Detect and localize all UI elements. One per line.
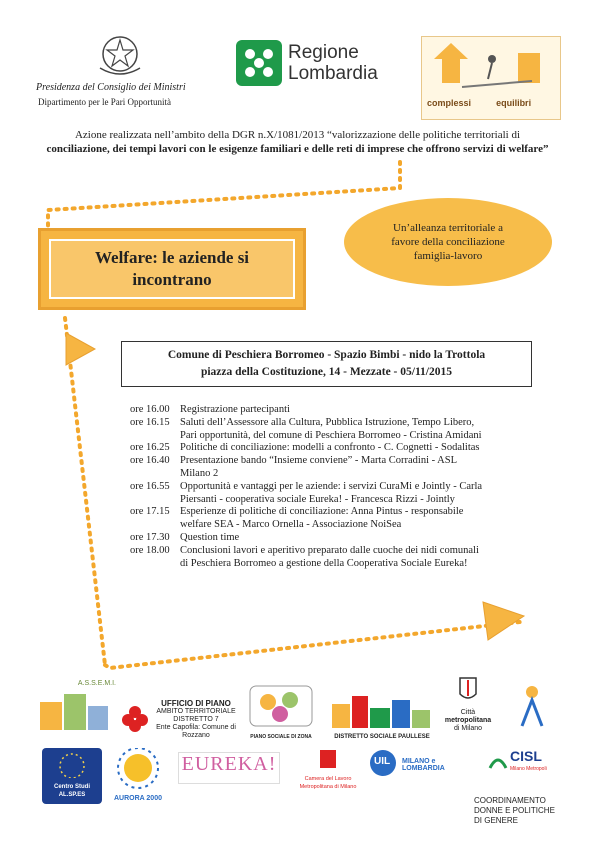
schedule-text: Piersanti - cooperativa sociale Eureka! - Francesca Rizzi - Jointly: [180, 493, 455, 505]
italian-emblem-icon: [92, 28, 148, 78]
schedule-time: ore 16.40: [130, 455, 170, 467]
schedule-row: [130, 404, 550, 417]
schedule-text: Conclusioni lavori e aperitivo preparato dalle cuoche dei nidi comunali: [180, 544, 479, 556]
schedule-time: ore 16.00: [130, 404, 170, 415]
title-line2: incontrano: [132, 270, 212, 289]
uil-logo: [368, 748, 478, 778]
aurora-text: AURORA 2000: [114, 795, 162, 802]
centro-studi-text: Centro Studi AL.SP.ES: [54, 784, 90, 798]
citta-line3: di Milano: [453, 725, 482, 732]
schedule-text: Presentazione bando “Insieme conviene” - Marta Corradini - ASL: [180, 455, 457, 467]
schedule-time: ore 16.25: [130, 442, 170, 454]
schedule-text: Question time: [180, 531, 240, 543]
centro-studi-logo: [42, 748, 102, 804]
sun-icon: [112, 748, 164, 790]
tagline-line2: favore della conciliazione: [391, 236, 505, 248]
logo-text-left: complessi: [427, 98, 472, 108]
ufficio-piano-logo: [120, 700, 240, 740]
schedule-row: [130, 532, 550, 545]
department-title: Dipartimento per le Pari Opportunità: [38, 97, 171, 107]
coordination-credit: [474, 796, 584, 826]
assemi-logo: [36, 680, 116, 736]
balance-figures-icon: [422, 37, 560, 97]
houses-icon: [36, 688, 116, 732]
tagline-ellipse: [344, 198, 552, 286]
intro-line1: Azione realizzata nell’ambito della DGR n.X/1081/2013 “valorizzazione delle politiche territoriali di: [74, 129, 521, 141]
presidency-title: Presidenza del Consiglio dei Ministri: [36, 82, 186, 93]
schedule-text: Registrazione partecipanti: [180, 404, 290, 415]
piano-sociale-logo: [246, 684, 316, 742]
flower-icon: [120, 704, 150, 734]
schedule-time: ore 18.00: [130, 544, 170, 556]
schedule-text: Politiche di conciliazione: modelli a confronto - C. Cognetti - Sodalitas: [180, 442, 480, 454]
piano-sociale-text: PIANO SOCIALE DI ZONA: [250, 734, 312, 740]
camera-lavoro-logo: [298, 748, 358, 804]
location-line1: Comune di Peschiera Borromeo - Spazio Bimbi - nido la Trottola: [167, 349, 486, 361]
title-box: [38, 228, 306, 310]
complessi-equilibri-text: [427, 98, 557, 108]
schedule-row: [130, 545, 550, 571]
cisl-logo: [488, 748, 552, 778]
cisl-sub-text: Milano Metropoli: [510, 766, 547, 772]
intro-line2: conciliazione, dei tempi lavori con le esigenze familiari e delle reti di imprese che offrono servizi di welfare”: [46, 143, 549, 155]
schedule-row: [130, 455, 550, 481]
eureka-logo: EUREKA!: [178, 752, 280, 784]
coordination-line3: DI GENERE: [474, 816, 519, 825]
cisl-text: CISL: [510, 748, 542, 764]
location-line2: piazza della Costituzione, 14 - Mezzate - 05/11/2015: [200, 366, 453, 378]
schedule-text: Esperienze di politiche di conciliazione: Anna Pintus - responsabile: [180, 506, 464, 518]
region-name: [288, 42, 378, 84]
uil-text: UIL: [374, 756, 391, 767]
rose-camuna-icon: [236, 40, 282, 86]
cisl-flag-icon: [488, 750, 508, 770]
citta-line2: metropolitana: [444, 717, 492, 724]
ufficio-line4: Ente Capofila: Comune di Rozzano: [156, 724, 236, 739]
ufficio-line1: UFFICIO DI PIANO: [161, 699, 231, 708]
map-icon: [246, 684, 316, 728]
event-schedule: [130, 404, 550, 570]
stars-icon: [42, 748, 102, 778]
schedule-time: ore 16.55: [130, 480, 170, 492]
figure-icon: [512, 682, 552, 732]
assemi-name: A.S.S.E.M.I.: [77, 680, 116, 687]
region-name-line1: Regione: [288, 42, 359, 63]
citta-line1: Città: [460, 709, 476, 716]
schedule-text: Saluti dell’Assessore alla Cultura, Pubblica Istruzione, Tempo Libero,: [180, 416, 475, 428]
crest-icon: [440, 674, 496, 704]
aurora-logo: [112, 748, 164, 804]
regione-lombardia-logo: [236, 40, 282, 86]
schedule-time: ore 17.30: [130, 531, 170, 543]
coordination-line1: COORDINAMENTO: [474, 796, 546, 805]
distretto-paullese-logo: [326, 690, 438, 742]
schedule-text: di Peschiera Borromeo a gestione della Cooperativa Sociale Eureka!: [180, 557, 468, 569]
intro-text: [20, 128, 575, 156]
schedule-text: Opportunità e vantaggi per le aziende: i servizi CuraMi e Jointly - Carla: [180, 480, 483, 492]
camera-lavoro-text: Camera del Lavoro Metropolitana di Milano: [299, 776, 357, 790]
schedule-row: [130, 481, 550, 507]
agenzia-formazione-logo: [512, 682, 552, 732]
title-text: [49, 239, 295, 299]
title-line1: Welfare: le aziende si: [94, 248, 250, 267]
distretto-paullese-text: DISTRETTO SOCIALE PAULLESE: [334, 734, 430, 740]
region-name-line2: Lombardia: [288, 63, 378, 84]
buildings-icon: [326, 690, 438, 728]
schedule-row: [130, 417, 550, 443]
schedule-row: [130, 506, 550, 532]
schedule-time: ore 16.15: [130, 416, 170, 428]
citta-metropolitana-logo: [440, 674, 496, 734]
schedule-text: welfare SEA - Marco Ornella - Associazione NoiSea: [180, 519, 402, 531]
uil-region-text: MILANO e LOMBARDIA: [402, 758, 445, 772]
ufficio-line3: DISTRETTO 7: [173, 716, 219, 723]
tagline-line1: Un’alleanza territoriale a: [393, 222, 503, 234]
logo-text-right: equilibri: [496, 98, 532, 108]
cgil-icon: [298, 748, 358, 770]
schedule-time: ore 17.15: [130, 506, 170, 518]
ufficio-line2: AMBITO TERRITORIALE: [156, 708, 236, 715]
schedule-text: Pari opportunità, del comune di Peschiera Borromeo - Cristina Amidani: [180, 429, 482, 441]
arrow-right-icon: [66, 333, 95, 365]
schedule-row: [130, 442, 550, 455]
coordination-line2: DONNE E POLITICHE: [474, 806, 555, 815]
schedule-text: Milano 2: [180, 467, 219, 479]
event-location: [121, 341, 532, 387]
tagline-line3: famiglia-lavoro: [413, 250, 483, 262]
